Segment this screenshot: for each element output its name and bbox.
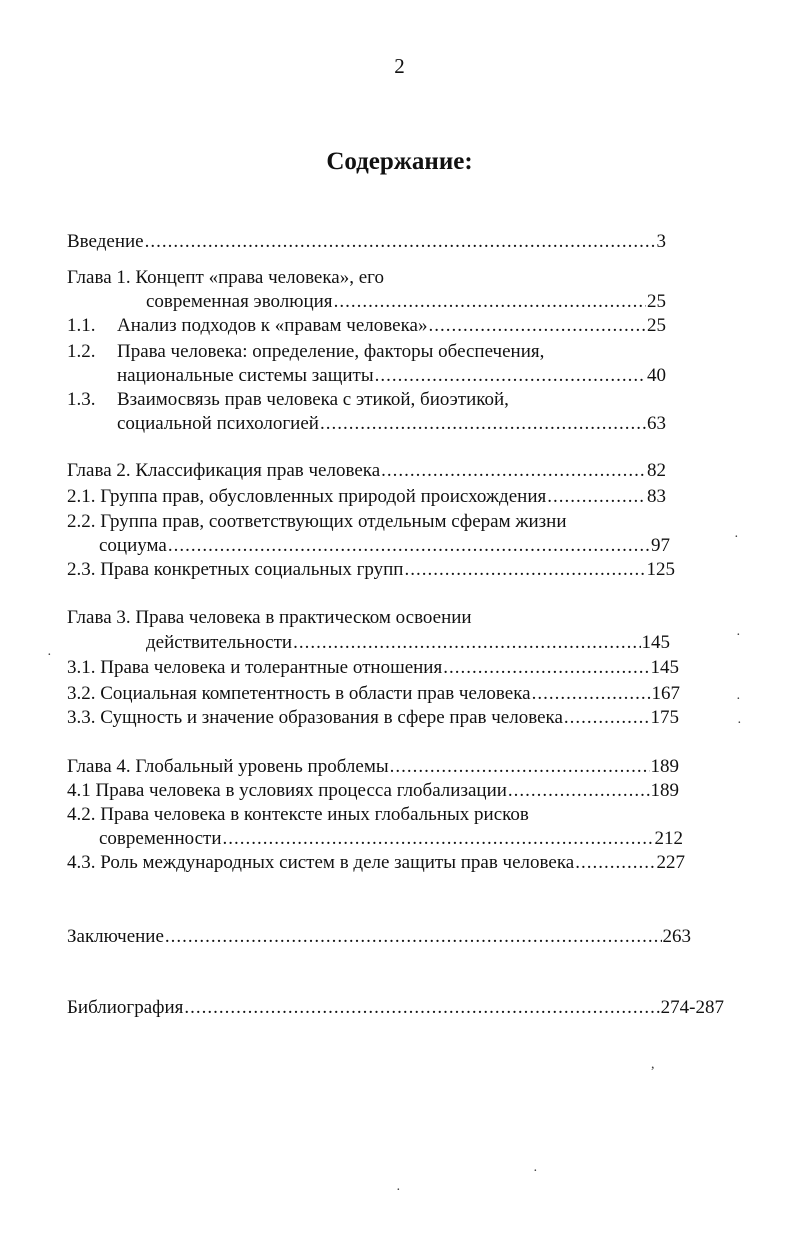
scan-speck: · xyxy=(533,1164,538,1179)
toc-section-3-1 xyxy=(67,655,679,681)
toc-entry-label: 3.1. Права человека и толерантные отношения xyxy=(67,657,443,678)
toc-entry-page: 175 xyxy=(650,707,679,728)
leader-dots xyxy=(508,778,650,804)
toc-chapter-2 xyxy=(67,458,666,484)
leader-dots xyxy=(547,484,646,510)
section-number: 1.1. xyxy=(67,315,96,336)
toc-section-2-2-entry xyxy=(99,533,670,559)
toc-entry-label: Глава 4. Глобальный уровень проблемы xyxy=(67,756,389,777)
toc-section-4-2-title: 4.2. Права человека в контексте иных глобальных рисков xyxy=(67,804,529,825)
toc-chapter-3-entry xyxy=(146,630,670,656)
scan-speck: , xyxy=(651,1057,655,1072)
leader-dots xyxy=(334,289,646,315)
toc-entry-label: Взаимосвязь прав человека с этикой, биоэтикой, xyxy=(117,389,509,410)
toc-entry-label: действительности xyxy=(146,632,293,653)
section-number: 1.2. xyxy=(67,341,96,362)
toc-section-2-1 xyxy=(67,484,666,510)
scan-speck: · xyxy=(736,628,741,643)
toc-section-1-3-title xyxy=(67,387,509,413)
toc-entry-conclusion xyxy=(67,924,691,950)
toc-entry-label: социума xyxy=(99,535,167,556)
toc-section-4-3 xyxy=(67,850,685,876)
toc-section-1-2-entry xyxy=(117,363,666,389)
leader-dots xyxy=(320,411,646,437)
toc-chapter-4 xyxy=(67,754,679,780)
scan-speck: · xyxy=(47,648,52,663)
toc-entry-label: 2.3. Права конкретных социальных групп xyxy=(67,559,404,580)
leader-dots xyxy=(293,630,640,656)
toc-entry-page: 167 xyxy=(651,683,680,704)
scan-speck: · xyxy=(737,716,742,731)
toc-section-4-1 xyxy=(67,778,679,804)
toc-entry-label: социальной психологией xyxy=(117,413,319,434)
toc-entry-label: современная эволюция xyxy=(146,291,333,312)
toc-entry-page: 227 xyxy=(656,852,685,873)
toc-entry-page: 63 xyxy=(647,413,666,434)
toc-entry-label: современности xyxy=(99,828,222,849)
toc-section-4-2-entry xyxy=(99,826,683,852)
toc-entry-label: Введение xyxy=(67,231,144,252)
toc-chapter-3-title: Глава 3. Права человека в практическом освоении xyxy=(67,607,472,628)
toc-entry-page: 145 xyxy=(641,632,670,653)
section-number: 1.3. xyxy=(67,389,96,410)
toc-section-3-2 xyxy=(67,681,680,707)
toc-entry-label: 2.1. Группа прав, обусловленных природой происхождения xyxy=(67,486,547,507)
toc-entry-label: Библиография xyxy=(67,997,184,1018)
toc-entry-page: 189 xyxy=(650,756,679,777)
toc-entry-page: 125 xyxy=(646,559,675,580)
toc-entry-bibliography xyxy=(67,995,724,1021)
page-number: 2 xyxy=(394,54,405,78)
toc-entry-label: 3.2. Социальная компетентность в области прав человека xyxy=(67,683,531,704)
leader-dots xyxy=(532,681,651,707)
toc-entry-introduction xyxy=(67,229,666,255)
toc-chapter-1-title: Глава 1. Концепт «права человека», его xyxy=(67,267,384,288)
toc-entry-page: 97 xyxy=(651,535,670,556)
toc-chapter-1-entry xyxy=(146,289,666,315)
toc-entry-page: 145 xyxy=(650,657,679,678)
leader-dots xyxy=(404,557,645,583)
leader-dots xyxy=(375,363,646,389)
toc-entry-label: 4.1 Права человека в условиях процесса глобализации xyxy=(67,780,507,801)
toc-entry-page: 25 xyxy=(647,291,666,312)
toc-entry-label: 3.3. Сущность и значение образования в сфере прав человека xyxy=(67,707,563,728)
toc-entry-page: 82 xyxy=(647,460,666,481)
toc-entry-label: Заключение xyxy=(67,926,164,947)
toc-entry-label: 4.3. Роль международных систем в деле защиты прав человека xyxy=(67,852,575,873)
toc-entry-page: 25 xyxy=(647,315,666,336)
leader-dots xyxy=(223,826,654,852)
leader-dots xyxy=(168,533,650,559)
leader-dots xyxy=(564,705,650,731)
toc-entry-label: Права человека: определение, факторы обеспечения, xyxy=(117,341,545,362)
toc-entry-label: национальные системы защиты xyxy=(117,365,374,386)
toc-entry-page: 83 xyxy=(647,486,666,507)
leader-dots xyxy=(428,313,646,339)
scan-speck: · xyxy=(736,692,741,707)
scan-speck: · xyxy=(396,1183,401,1198)
toc-entry-label: Глава 2. Классификация прав человека xyxy=(67,460,381,481)
toc-entry-page: 3 xyxy=(656,231,666,252)
leader-dots xyxy=(145,229,656,255)
toc-section-1-3-entry xyxy=(117,411,666,437)
leader-dots xyxy=(390,754,650,780)
leader-dots xyxy=(575,850,655,876)
toc-title: Содержание: xyxy=(326,148,473,175)
leader-dots xyxy=(443,655,649,681)
toc-section-2-2-title: 2.2. Группа прав, соответствующих отдельным сферам жизни xyxy=(67,511,567,532)
toc-entry-page: 263 xyxy=(662,926,691,947)
toc-entry-page: 189 xyxy=(650,780,679,801)
toc-entry-page: 212 xyxy=(654,828,683,849)
toc-section-3-3 xyxy=(67,705,679,731)
leader-dots xyxy=(184,995,659,1021)
toc-section-2-3 xyxy=(67,557,675,583)
toc-entry-page: 40 xyxy=(647,365,666,386)
toc-entry-page: 274-287 xyxy=(660,997,724,1018)
leader-dots xyxy=(165,924,662,950)
leader-dots xyxy=(381,458,646,484)
toc-entry-label: Анализ подходов к «правам человека» xyxy=(117,315,428,336)
toc-section-1-2-title xyxy=(67,339,544,365)
toc-section-1-1 xyxy=(67,313,666,339)
scan-speck: · xyxy=(734,530,739,545)
